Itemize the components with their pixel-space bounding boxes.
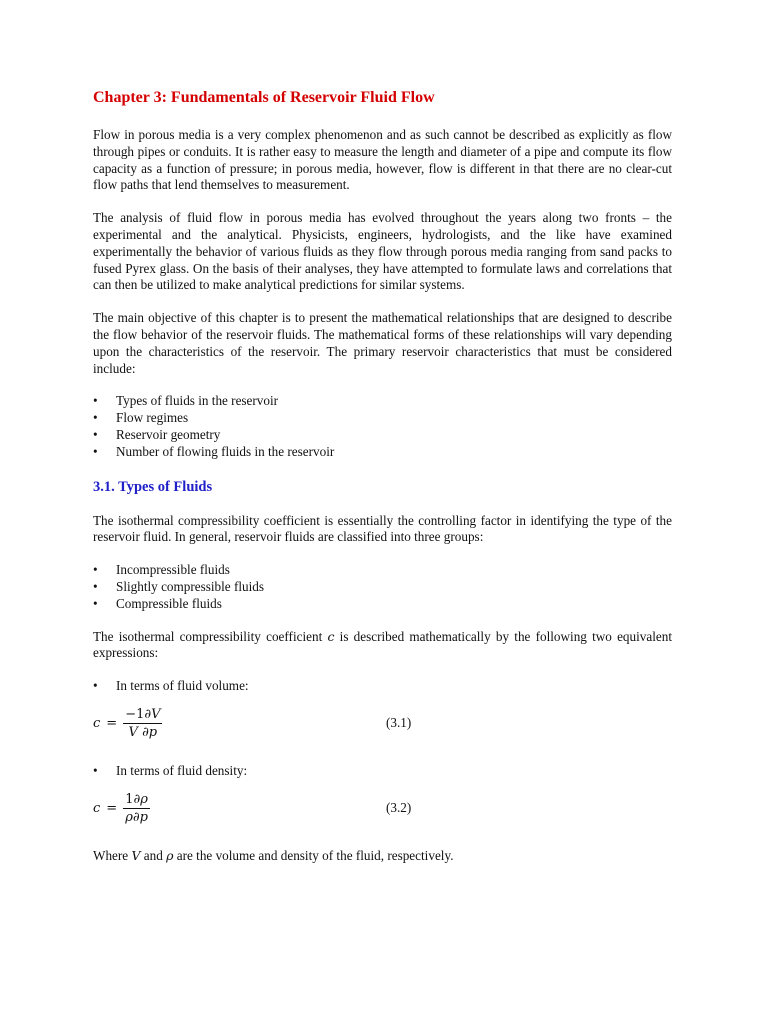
list-item (93, 562, 672, 579)
characteristics-list (93, 393, 672, 460)
numerator-coefficient: 1 (125, 792, 134, 808)
numerator (123, 791, 150, 809)
denominator-variable: ρ (125, 810, 133, 826)
text-run: The isothermal compressibility coefficient (93, 628, 328, 644)
variable-v: V (131, 847, 141, 863)
text-run: are the volume and density of the fluid, respectively. (173, 847, 454, 863)
paragraph-objective: The main objective of this chapter is to present the mathematical relationships that are designed to describe the flow behavior of the reservoir fluids. The mathematical forms of these relationships will vary depending upon the characteristics of the reservoir. The primary reservoir characteristics that must be considered include: (93, 310, 672, 376)
section-title: 3.1. Types of Fluids (93, 478, 213, 495)
bullet-glyph: • (93, 426, 98, 442)
list-item-text: Types of fluids in the reservoir (116, 393, 279, 409)
equals-sign: = (106, 716, 118, 732)
equation-3-2 (93, 788, 672, 830)
list-item-text: Reservoir geometry (116, 426, 221, 442)
denominator-variable: V (128, 725, 138, 741)
text-run: Where (93, 847, 132, 863)
list-item (93, 596, 672, 613)
denominator-differential: ∂p (132, 810, 148, 826)
numerator (123, 706, 162, 724)
list-item (93, 763, 672, 780)
variable-rho: ρ (166, 847, 174, 863)
volume-bullet (93, 678, 672, 695)
density-bullet (93, 763, 672, 780)
equation-number: (3.2) (386, 799, 412, 815)
paragraph-analysis: The analysis of fluid flow in porous media has evolved throughout the years along two fronts – the experimental and the analytical. Physicists, engineers, hydrologists, and the like have examined experimentally the behavior of various fluids as they flow through porous media ranging from sand packs to fused Pyrex glass. On the basis of their analyses, they have attempted to formulate laws and correlations that can then be utilized to make analytical predictions for similar systems. (93, 210, 672, 293)
bullet-glyph: • (93, 595, 98, 611)
bullet-glyph: • (93, 410, 98, 426)
bullet-glyph: • (93, 762, 98, 778)
list-item (93, 393, 672, 410)
bullet-glyph: • (93, 678, 98, 694)
numerator-differential: ∂ρ (133, 792, 148, 808)
text-run: is described mathematically by the following two equivalent expressions: (93, 628, 673, 661)
list-item-text: Slightly compressible fluids (116, 578, 264, 594)
equation-3-1 (93, 703, 672, 745)
numerator-differential: ∂V (144, 707, 161, 723)
variable-c: c (327, 628, 335, 644)
list-item-text: In terms of fluid density: (116, 762, 248, 778)
list-item (93, 678, 672, 695)
bullet-glyph: • (93, 443, 98, 459)
equation-lhs: c (93, 801, 101, 817)
list-item-text: Flow regimes (116, 410, 189, 426)
list-item (93, 579, 672, 596)
list-item (93, 444, 672, 461)
fraction (123, 791, 150, 826)
paragraph-intro: Flow in porous media is a very complex phenomenon and as such cannot be described as explicitly as flow through pipes or conduits. It is rather easy to measure the length and diameter of a pipe and compute its flow capacity as a function of pressure; in porous media, however, flow is different in that there are no clear-cut flow paths that lend themselves to measurement. (93, 127, 672, 193)
paragraph-compressibility: The isothermal compressibility coefficient is essentially the controlling factor in identifying the type of the reservoir fluid. In general, reservoir fluids are classified into three groups: (93, 512, 672, 545)
text-run: and (140, 847, 167, 863)
list-item (93, 410, 672, 427)
equation-body (93, 703, 164, 745)
paragraph-closing (93, 848, 672, 865)
numerator-coefficient: −1 (125, 707, 145, 723)
list-item-text: Compressible fluids (116, 595, 222, 611)
list-item-text: In terms of fluid volume: (116, 678, 249, 694)
chapter-title: Chapter 3: Fundamentals of Reservoir Fluid Flow (93, 89, 435, 106)
equation-lhs: c (93, 716, 101, 732)
bullet-glyph: • (93, 393, 98, 409)
list-item-text: Incompressible fluids (116, 562, 230, 578)
fluid-groups-list (93, 562, 672, 612)
denominator (123, 809, 150, 826)
list-item (93, 427, 672, 444)
list-item-text: Number of flowing fluids in the reservoir (116, 443, 335, 459)
denominator-differential: ∂p (142, 725, 158, 741)
bullet-glyph: • (93, 562, 98, 578)
fraction (123, 706, 162, 741)
equals-sign: = (106, 801, 118, 817)
equation-number: (3.1) (386, 714, 412, 730)
equation-body (93, 788, 152, 830)
denominator (127, 724, 160, 741)
paragraph-expressions (93, 629, 672, 663)
bullet-glyph: • (93, 578, 98, 594)
